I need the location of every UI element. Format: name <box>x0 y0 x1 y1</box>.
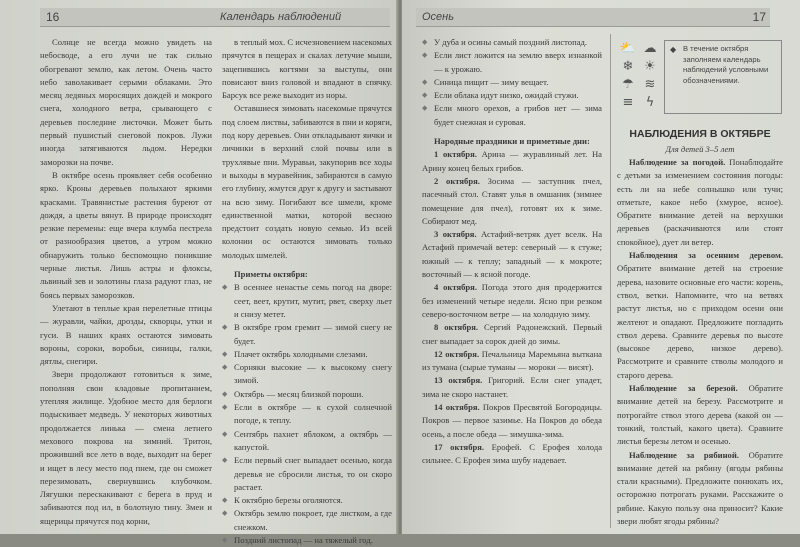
omens-title: Приметы октября: <box>234 269 308 280</box>
holiday-entry: 13 октября. Григорий. Если снег упадет, зима не скоро настанет. <box>422 375 602 399</box>
omens-list <box>222 281 392 547</box>
observation-heading: Наблюдение за погодой. <box>629 157 726 167</box>
observation-entry: Наблюдения за осенним деревом. Обратите внимание детей на строение дерева, назовите основные его части: корень, ствол, ветки. Напомните, что на ветвях растут листья, но с приходом осени они желтеют и опадают. Предложите погладить ствол дерева. Сравните деревья по высоте (высокое дерево, низкое дерево). Рассмотрите и сравните стволы молодого и старого дерева. <box>617 250 783 380</box>
paragraph: Улетают в теплые края перелетные птицы — журавли, чайки, дрозды, скворцы, утки и гуси. В наших краях остаются зимовать вороны, сороки, воробьи, синицы, галки, дятлы, снегири. <box>40 302 212 367</box>
omen-item: ◆ Если много орехов, а грибов нет — зима будет снежная и суровая. <box>422 102 602 129</box>
page-number: 16 <box>46 10 60 24</box>
holiday-entry: 4 октября. Погода этого дня продержится без изменений четыре недели. Ясно при резком северо-восточном ветре — на холодную зиму. <box>422 282 602 319</box>
observation-heading: Наблюдение за березой. <box>629 383 738 394</box>
holiday-date: 14 октября. <box>434 402 480 413</box>
holiday-entry: 2 октября. Зосима — заступник пчел, пасечный стол. Ставят улья в омшаник (зимнее помещение для пчел), готовят их к зиме. Собирают мед. <box>422 175 603 226</box>
page-number: 17 <box>752 10 766 24</box>
left-page-header <box>40 8 390 27</box>
legend-text: В течение октября заполняем календарь наблюдений условными обозначениями. <box>683 44 769 85</box>
holiday-entry: 8 октября. Сергий Радонежский. Первый снег выпадает за сорок дней до зимы. <box>422 322 602 346</box>
paragraph: Звери продолжают готовиться к зиме, пополняя свои кладовые пропитанием, утепляя жилище. Удобное место для берлоги подыскивает медведь. У некоторых животных продолжается линька — смена летнего мехового покрова на зимний. Тритон, проживший все лето в воде, выходит на берег и ищет в лесу место под пнем, где он сможет перезимовать, свернувшись клубочком. Лягушки перескакивают с берега в пруд и забиваются под ил, в болотную тину. Змеи и ящерицы прячутся под корни, <box>40 369 212 526</box>
omen-item: ◆ Сентябрь пахнет яблоком, а октябрь — капустой. <box>222 428 392 455</box>
omen-item: ◆ Сорняки высокие — к высокому снегу зимой. <box>222 361 392 388</box>
wind-icon: ≋ <box>644 77 656 92</box>
omens-list-continued <box>422 36 602 129</box>
paragraph: Оставшиеся зимовать насекомые прячутся под слоем листвы, забиваются в пни и коряги, под кору деревьев. Они откладывают яички и личинки в верхний слой почвы или в трухлявые пни. Муравьи, закупорив все ходы и выходы в муравейник, забираются в самую его глубину, жмутся друг к другу и застывают на всю зиму. Погибают все шмели, кроме единственной матки, которой весною предстоит создать новую семью. Из всей колонии ос остаются зимовать только молодых шмелей. <box>222 103 392 260</box>
omen-item: ◆ Если в октябре — к сухой солнечной погоде, к теплу. <box>222 401 392 428</box>
section-subheading: Для детей 3–5 лет <box>665 144 735 154</box>
omen-item: ◆ Поздний листопад — на тяжелый год. <box>222 534 392 547</box>
observation-entry: Наблюдение за рябиной. Обратите внимание детей на рябину (ягоды рябины стали красными). Предложите понюхать их, осторожно потрогать руками. Расскажите о рябине. Какую пользу она приносит? Какие звери любят ягоды рябины? <box>617 449 783 527</box>
left-column-1 <box>40 36 212 528</box>
holiday-date: 3 октября. <box>434 229 477 240</box>
holiday-entry: 17 октября. Ерофей. С Ерофея холода сильнее. С Ерофея зима шубу надевает. <box>422 441 603 466</box>
holiday-date: 1 октября. <box>434 149 477 160</box>
holiday-date: 4 октября. <box>434 282 477 293</box>
snow-icon: ❄ <box>622 59 634 74</box>
omen-item: ◆ К октябрю березы оголяются. <box>222 494 392 507</box>
omen-item: ◆ Синица пищит — зиму вещает. <box>422 76 602 89</box>
cloud-icon: ☁ <box>643 41 657 56</box>
left-column-2 <box>222 36 392 547</box>
holiday-entry: 14 октября. Покров Пресвятой Богородицы. Покров — первое зазимье. На Покров до обеда осень, а после обеда — зимушка-зима. <box>422 402 603 439</box>
omen-item: ◆ Если первый снег выпадает осенью, когда деревья не сбросили листья, то он скоро растает. <box>222 454 392 494</box>
observation-heading: Наблюдение за рябиной. <box>629 449 739 460</box>
diamond-bullet-icon: ◆ <box>670 45 677 54</box>
lightning-icon: ϟ <box>645 95 655 110</box>
fog-icon: ≡ <box>622 95 634 110</box>
observation-heading: Наблюдения за осенним деревом. <box>629 250 783 261</box>
observation-entry: Наблюдение за березой. Обратите внимание детей на березу. Рассмотрите и потрогайте ствол этого дерева (какой он — тонкий, толстый, какого цвета). Сравните листья березы летом и осенью. <box>617 383 783 447</box>
right-page-header <box>416 8 770 27</box>
legend-box <box>664 40 782 114</box>
holiday-date: 8 октября. <box>434 322 479 333</box>
weather-icons <box>617 40 663 112</box>
right-column-1 <box>422 36 602 468</box>
paragraph: в теплый мох. С исчезновением насекомых прячутся в пещерах и скалах летучие мыши, зацепившись когтями за выступы, они повисают вниз головой и впадают в спячку. Барсук все реже выходит из норы. <box>222 37 392 101</box>
holiday-entry: 3 октября. Астафий-ветряк дует вселк. На Астафий примечай ветер: северный — к стуже; южный — к теплу; западный — к мокроте; восточный — к ясной погоде. <box>422 229 603 280</box>
paragraph: Солнце не всегда можно увидеть на небосводе, а его лучи не так сильно обогревают землю, как летом. Очень часто небо заволакивает серыми облаками. Это месяц ледяных моросящих дождей и мокрого снега, холодного ветра, срывающего с деревьев последние листочки. Может быть первый пушистый снеговой покров. Лужи иногда затягиваются льдом. Нередки заморозки на почве. <box>40 37 212 167</box>
left-page <box>0 0 398 545</box>
omen-item: ◆ В осеннее ненастье семь погод на дворе: сеет, веет, крутит, мутит, рвет, сверху льет и снизу метет. <box>222 281 392 321</box>
paragraph: В октябре осень проявляет себя особенно ярко. Кроны деревьев полыхают яркими красками. Травянистые растения буреют от дождя, а цветы вянут. В природе происходят резкие перемены: еще вчера клумба пестрела от разнообразия цветов, а утром можно обнаружить только беспомощно поникшие черные листья. Лишь астры и флоксы, львиный зев и золотины глаза радуют глаз, не боясь первых заморозков. <box>40 169 212 300</box>
holiday-date: 13 октября. <box>434 375 483 386</box>
holiday-entry: 12 октября. Печальница Маремьяна выткана из тумана (сырые туманы — мороки — висят). <box>422 348 602 373</box>
omen-item: ◆ У дуба и осины самый поздний листопад. <box>422 36 602 49</box>
sun-cloud-icon: ⛅ <box>619 41 637 56</box>
omen-item: ◆ Октябрь землю покроет, где листком, а где снежком. <box>222 507 392 534</box>
holidays-title: Народные праздники и приметные дни: <box>434 136 590 147</box>
rain-icon: ☂ <box>622 77 634 92</box>
running-title: Календарь наблюдений <box>220 11 342 23</box>
holiday-entry: 1 октября. Арина — журавлиный лет. На Арину конец белых грибов. <box>422 149 602 173</box>
omen-item: ◆ Если лист ложится на землю вверх изнанкой — к урожаю. <box>422 49 602 76</box>
holiday-date: 2 октября. <box>434 175 480 186</box>
omen-item: ◆ Если облака идут низко, ожидай стужи. <box>422 89 602 102</box>
observation-entry: Наблюдение за погодой. Понаблюдайте с детьми за изменением состояния погоды: есть ли на небе солнышко или тучи; отметьте, какое небо (хмурое, ясное). Обратите внимание детей на верхушки деревьев (раскачиваются или стоят спокойное), дует ли ветер. <box>617 157 783 247</box>
column-divider <box>610 34 611 528</box>
omen-item: ◆ В октябре гром гремит — зимой снегу не будет. <box>222 321 392 348</box>
holiday-date: 17 октября. <box>434 441 485 452</box>
omen-item: ◆ Плачет октябрь холодными слезами. <box>222 348 392 361</box>
section-heading: НАБЛЮДЕНИЯ В ОКТЯБРЕ <box>629 128 771 140</box>
omen-item: ◆ Октябрь — месяц близкой пороши. <box>222 388 392 401</box>
sun-icon: ☀ <box>644 59 656 74</box>
running-title: Осень <box>422 11 455 23</box>
right-column-2 <box>617 156 783 528</box>
holiday-date: 12 октября. <box>434 348 480 359</box>
